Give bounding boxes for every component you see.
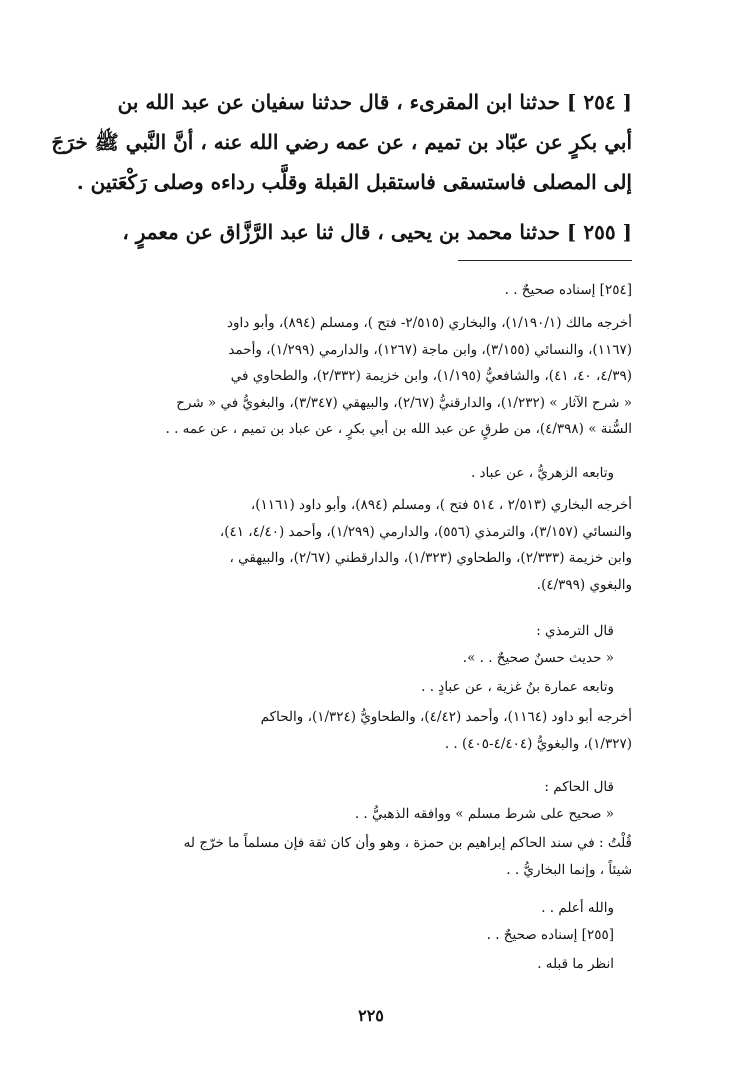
footnote-mutaba-line: [110, 460, 614, 487]
footnote-line: (١١٦٧)، والنسائي (٣/١٥٥)، وابن ماجة (١٢٦٧)، والدارمي (١/٢٩٩)، وأحمد: [228, 341, 632, 358]
footnote-line: وابن خزيمة (٢/٣٣٣)، والطحاوي (١/٣٢٣)، والدارقطني (٢/٦٧)، والبيهقي ،: [229, 550, 632, 566]
footnote-line: انظر ما قبله .: [537, 956, 614, 972]
page-number: ٢٢٥: [358, 1006, 384, 1025]
footnote-line: والبغوي (٤/٣٩٩).: [536, 576, 632, 593]
footnote-line: أخرجه أبو داود (١١٦٤)، وأحمد (٤/٤٢)، والطحاويُّ (١/٣٢٤)، والحاكم: [260, 709, 632, 725]
footnote-author-comment: [110, 830, 632, 883]
footnote-mutaba-line: [110, 674, 614, 701]
hadith-255-text: [116, 212, 632, 252]
main-line: أبي بكرٍ عن عبّاد بن تميم ، عن عمه رضي الله عنه ، أنَّ النَّبي ﷺ خرَجَ: [51, 130, 632, 154]
footnote-line: « صحيح على شرط مسلم » ووافقه الذهبيُّ . .: [354, 805, 614, 822]
footnote-line: شيئاً ، وإنما البخاريُّ . .: [506, 861, 632, 878]
footnote-line: قال الحاكم :: [544, 779, 614, 795]
main-line: [ ٢٥٤ ] حدثنا ابن المقرىء ، قال حدثنا سفيان عن عبد الله بن: [117, 90, 632, 114]
footnote-line: أخرجه البخاري (٢/٥١٣ ، ٥١٤ فتح )، ومسلم (٨٩٤)، وأبو داود (١١٦١)،: [250, 497, 632, 513]
main-line: [ ٢٥٥ ] حدثنا محمد بن يحيى ، قال ثنا عبد الرَّزَّاق عن معمرٍ ،: [122, 220, 632, 244]
footnote-tirmidhi-quote: [110, 618, 614, 671]
footnote-cross-reference: [110, 951, 614, 978]
footnote-line: قُلْتُ : في سند الحاكم إبراهيم بن حمزة ، وهو وأن كان ثقة فإن مسلماً ما خرّج له: [183, 835, 632, 851]
footnote-line: (١/٣٢٧)، والبغويُّ (٤/٤٠٤-٤٠٥) . .: [444, 735, 632, 752]
footnote-line: أخرجه مالك (١/١٩٠/١)، والبخاري (٢/٥١٥- فتح )، ومسلم (٨٩٤)، وأبو داود: [227, 315, 632, 331]
footnote-255-heading: [110, 922, 614, 949]
footnote-separator-rule: [458, 260, 632, 261]
footnote-line: والله أعلم . .: [541, 900, 614, 916]
footnote-line: قال الترمذي :: [536, 623, 614, 639]
footnote-line: السُّنة » (٤/٣٩٨)، من طرقٍ عن عبد الله بن أبي بكرٍ ، عن عباد بن تميم ، عن عمه . .: [165, 421, 632, 437]
footnote-line: « حديث حسنٌ صحيحٌ . . ».: [462, 649, 614, 666]
footnote-takhrij-paragraph: [110, 310, 632, 443]
footnote-line: وتابعه عمارة بنُ غزية ، عن عبادٍ . .: [421, 679, 614, 695]
footnote-hakim-quote: [110, 774, 614, 827]
footnote-line: (٤/٣٩، ٤٠، ٤١)، والشافعيُّ (١/١٩٥)، وابن خزيمة (٢/٣٣٢)، والطحاوي في: [230, 368, 632, 384]
footnote-closing: [110, 895, 614, 922]
footnote-line: [٢٥٤] إسناده صحيحٌ . .: [504, 282, 632, 298]
footnote-takhrij-paragraph: [110, 704, 632, 757]
hadith-254-text: [51, 82, 632, 202]
main-line: إلى المصلى فاستسقى فاستقبل القبلة وقلَّب رداءه وصلى رَكْعَتين .: [76, 170, 632, 194]
footnote-254-heading: [110, 277, 632, 304]
footnote-line: « شرح الآثار » (١/٢٣٢)، والدارقنيُّ (٢/٦٧)، والبيهقي (٣/٣٤٧)، والبغويُّ في « شرح: [176, 394, 632, 411]
footnote-line: وتابعه الزهريُّ ، عن عباد .: [470, 465, 614, 481]
footnote-takhrij-paragraph: [110, 492, 632, 598]
footnote-line: [٢٥٥] إسناده صحيحٌ . .: [486, 927, 614, 943]
footnote-line: والنسائي (٣/١٥٧)، والترمذي (٥٥٦)، والدارمي (١/٢٩٩)، وأحمد (٤/٤٠، ٤١)،: [219, 523, 632, 540]
